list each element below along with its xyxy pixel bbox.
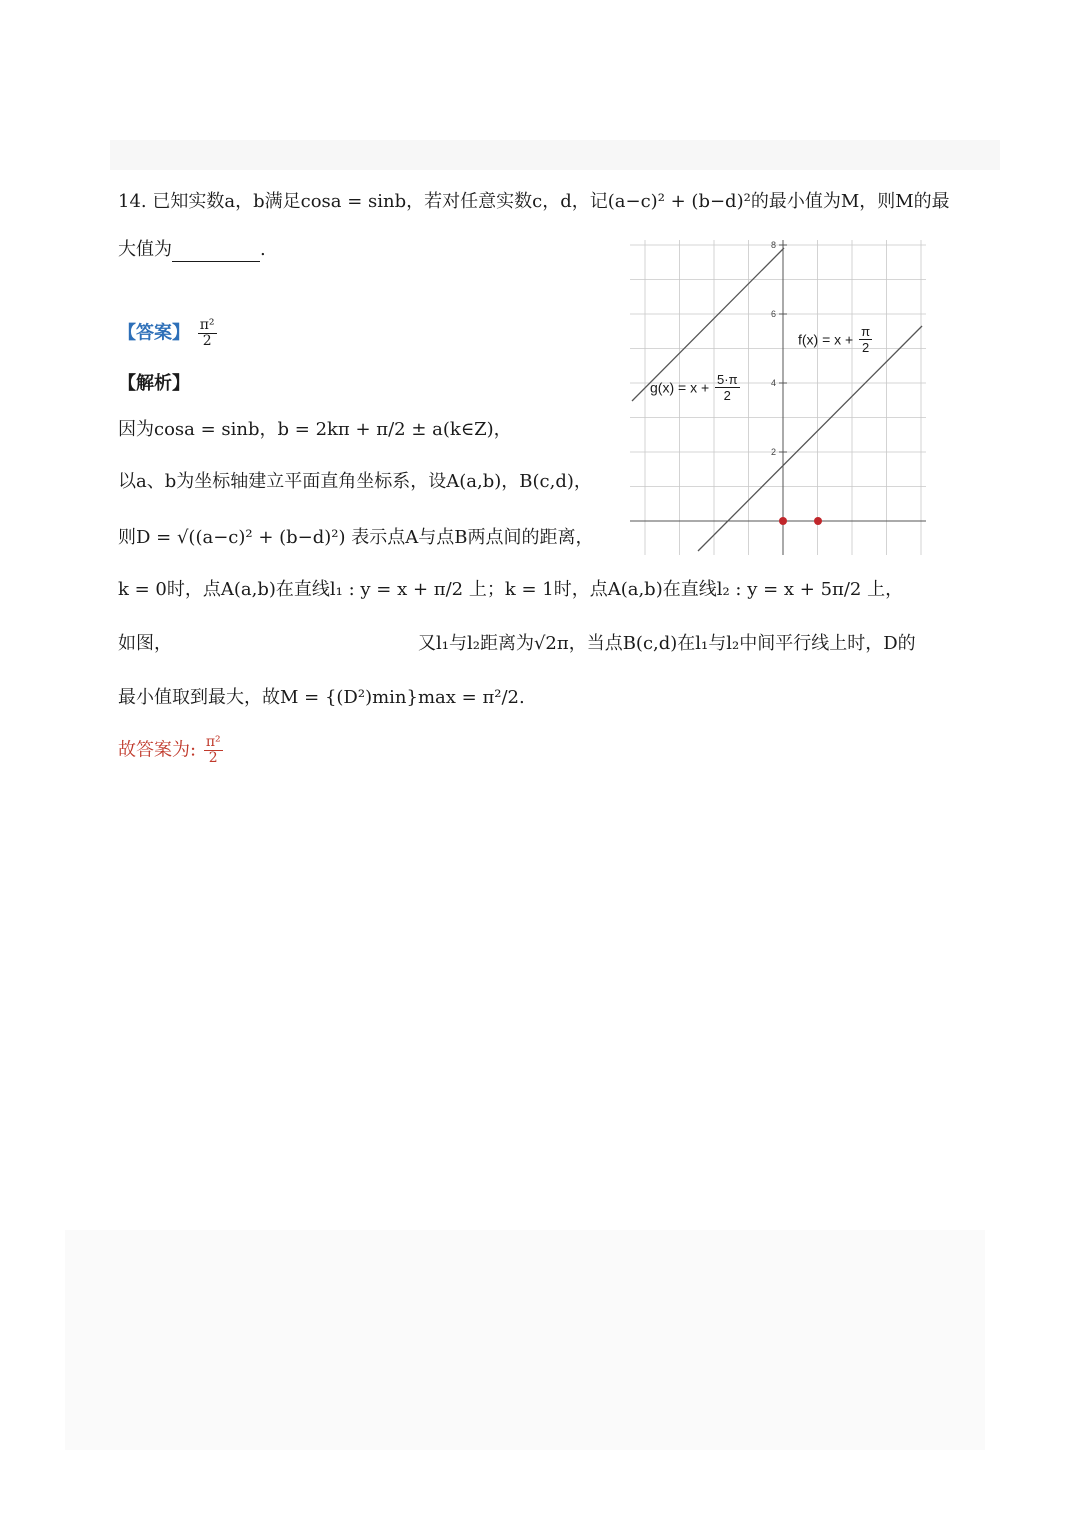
page-shade-top	[110, 140, 1000, 170]
question-end: .	[260, 239, 266, 260]
question-number: 14.	[118, 191, 147, 212]
g-label	[650, 372, 742, 403]
final-answer-fraction	[204, 735, 223, 766]
point-origin	[779, 517, 787, 525]
question-line-1	[118, 190, 950, 214]
y-tick-label: 6	[771, 309, 777, 319]
analysis-line-5a: 如图，	[118, 633, 172, 654]
question-text-2: 大值为	[118, 239, 172, 260]
final-answer-label: 故答案为:	[118, 739, 197, 761]
question-text: 已知实数a，b满足cosa = sinb，若对任意实数c，d，记(a−c)² + (b−d)²的最小值为M，则M的最	[152, 191, 950, 212]
g-label-denominator: 2	[723, 388, 731, 403]
analysis-tag: 【解析】	[118, 373, 190, 394]
analysis-line-2: 以a、b为坐标轴建立平面直角坐标系，设A(a,b)，B(c,d)，	[118, 471, 592, 492]
coordinate-figure	[630, 240, 926, 555]
analysis-line-1: 因为cosa = sinb，b = 2kπ + π/2 ± a(k∈Z)，	[118, 419, 512, 440]
answer-fraction	[198, 318, 217, 349]
g-label-fraction	[715, 372, 740, 403]
y-tick-label: 4	[771, 378, 777, 388]
line-f	[698, 326, 922, 551]
analysis-line-3: 则D = √((a−c)² + (b−d)²) 表示点A与点B两点间的距离，	[118, 527, 594, 548]
final-answer-numerator: π²	[205, 734, 221, 750]
point-x-axis	[814, 517, 822, 525]
g-label-numerator: 5·π	[717, 372, 738, 387]
g-label-text: g(x) = x +	[650, 379, 710, 396]
question-line-2	[118, 238, 266, 262]
y-tick-label: 2	[771, 447, 777, 457]
answer-line	[118, 318, 219, 349]
answer-blank	[172, 243, 260, 262]
y-tick-label: 8	[771, 240, 777, 250]
f-label-denominator: 2	[862, 340, 870, 355]
f-label-text: f(x) = x +	[798, 331, 854, 348]
answer-numerator: π²	[199, 317, 215, 333]
analysis-line-4: k = 0时，点A(a,b)在直线l₁ : y = x + π/2 上；k = 1时，点A(a,b)在直线l₂ : y = x + 5π/2 上，	[118, 579, 904, 600]
answer-denominator: 2	[202, 333, 212, 349]
analysis-line-5b: 又l₁与l₂距离为√2π，当点B(c,d)在l₁与l₂中间平行线上时，D的	[418, 633, 916, 654]
f-label-numerator: π	[861, 324, 871, 339]
f-label-fraction	[859, 324, 872, 355]
final-answer-line	[118, 735, 225, 766]
page-shade-bottom	[65, 1230, 985, 1450]
answer-tag: 【答案】	[118, 322, 190, 344]
analysis-line-6: 最小值取到最大，故M = {(D²)min}max = π²/2.	[118, 687, 525, 708]
f-label	[798, 324, 874, 355]
final-answer-denominator: 2	[208, 750, 218, 766]
